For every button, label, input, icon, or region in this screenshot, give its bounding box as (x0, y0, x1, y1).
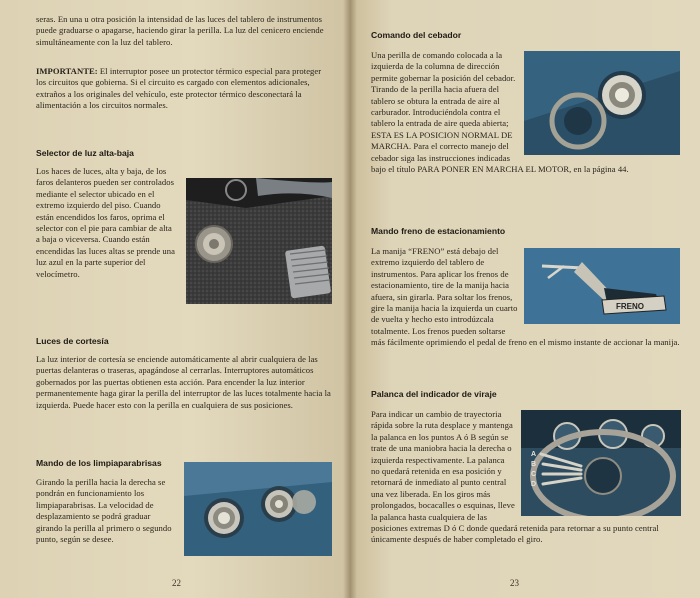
section-title-cebador: Comando del cebador (371, 30, 462, 40)
section-text-cebador: Una perilla de comando colocada a la izquierda de la columna de dirección permite gobernar la posición del cebador. Tirando de la perilla hacia afuera del tablero se obtura la entrada de aire al carburador. Introduciéndola contra el tablero la entrada de aire queda abierta; ESTA ES LA POSICION NORMAL DE MARCHA. Para el correcto manejo del cebador siga las instrucciones indicadas bajo el título PARA PONER EN MARCHA EL MOTOR, en la página 44. (371, 50, 681, 175)
lever-label-b: B (531, 461, 537, 468)
section-text-freno: La manija “FRENO” está debajo del extremo izquierdo del tablero de instrumentos. Para aplicar los frenos de estacionamiento, tire de la manija hacia afuera, sin girarla. Para soltar los frenos, gire la manija hacia la izquierda un cuarto de vuelta y hecho esto introdúzcala totalmente. Los frenos pueden soltarse más fácilmente oprimiendo el pedal de freno en el mismo instante de accionar la manija. (371, 246, 680, 348)
choke-knob-photo (524, 51, 680, 155)
floor-selector-photo (186, 178, 332, 304)
important-label: IMPORTANTE: (36, 66, 98, 76)
wiper-knob-photo (184, 462, 332, 556)
page-number-left: 22 (172, 578, 181, 588)
lever-label-a: A (531, 451, 537, 458)
important-text: El interruptor posee un protector térmico especial para proteger los circuitos que gobierna. Si el circuito es cargado con elementos adicionales, extraños a los originales del vehículo, este protector térmico desconectará la alimentación a los circuitos normales. (36, 66, 322, 111)
page-number-right: 23 (510, 578, 519, 588)
section-text-selector-luz: Los haces de luces, alta y baja, de los faros delanteros pueden ser controlados mediante el selector ubicado en el extremo izquierdo del piso. Cuando están encendidos los faros, oprima el selector con el pie para cambiar de alta a baja o viceversa. Cuando están encendidas las luces altas se prende una luz azul en la parte superior del velocímetro. (36, 166, 175, 279)
section-title-indicador-viraje: Palanca del indicador de viraje (371, 389, 497, 399)
lever-label-d: D (531, 481, 537, 488)
important-paragraph (36, 66, 332, 112)
section-title-freno: Mando freno de estacionamiento (371, 226, 506, 236)
freno-handle-label: FRENO (616, 302, 644, 311)
section-title-limpiaparabrisas: Mando de los limpiaparabrisas (36, 458, 162, 468)
section-title-selector-luz: Selector de luz alta-baja (36, 148, 134, 158)
lever-label-c: C (531, 471, 537, 478)
section-text-limpiaparabrisas: Girando la perilla hacia la derecha se pondrán en funcionamiento los limpiaparabrisas. La velocidad de desplazamiento se podrá graduar girando la perilla al primero o segundo punto, según se desee. (36, 477, 172, 545)
brake-handle-photo (524, 248, 680, 324)
section-text-luces-cortesia: La luz interior de cortesía se enciende automáticamente al abrir cualquiera de las puertas delanteras o traseras, apagándose al cerrarlas. Interruptores automáticos gobernados por las puertas obtienen esta acción. Para encender la luz interior permanentemente haga girar la perilla del interruptor de las luces totalmente hacia la izquierda. Puede hacer esto con la perilla en cualquiera de sus posiciones. (36, 354, 331, 410)
section-title-luces-cortesia: Luces de cortesía (36, 336, 109, 346)
intro-paragraph: seras. En una u otra posición la intensidad de las luces del tablero de instrumentos puede graduarse o apagarse, haciendo girar la perilla. La luz del cenicero enciende simultáneamente con la luz del tablero. (36, 14, 324, 47)
book-gutter (343, 0, 357, 598)
page-23 (350, 0, 700, 598)
turn-signal-photo (521, 410, 681, 516)
section-text-indicador-viraje: Para indicar un cambio de trayectoria rápida sobre la ruta desplace y mantenga la palanca en los puntos A ó B según se trate de una maniobra hacia la derecha o izquierda respectivamente. La palanca no quedará retenida en esa posición y retornará de inmediato al punto central una vez liberada. En los giros más prolongados, bocacalles o esquinas, lleve la palanca hasta cualquiera de las posiciones extremas D ó C donde quedará retenida para retornar a su punto central únicamente después de haber completado el giro. (371, 409, 681, 546)
